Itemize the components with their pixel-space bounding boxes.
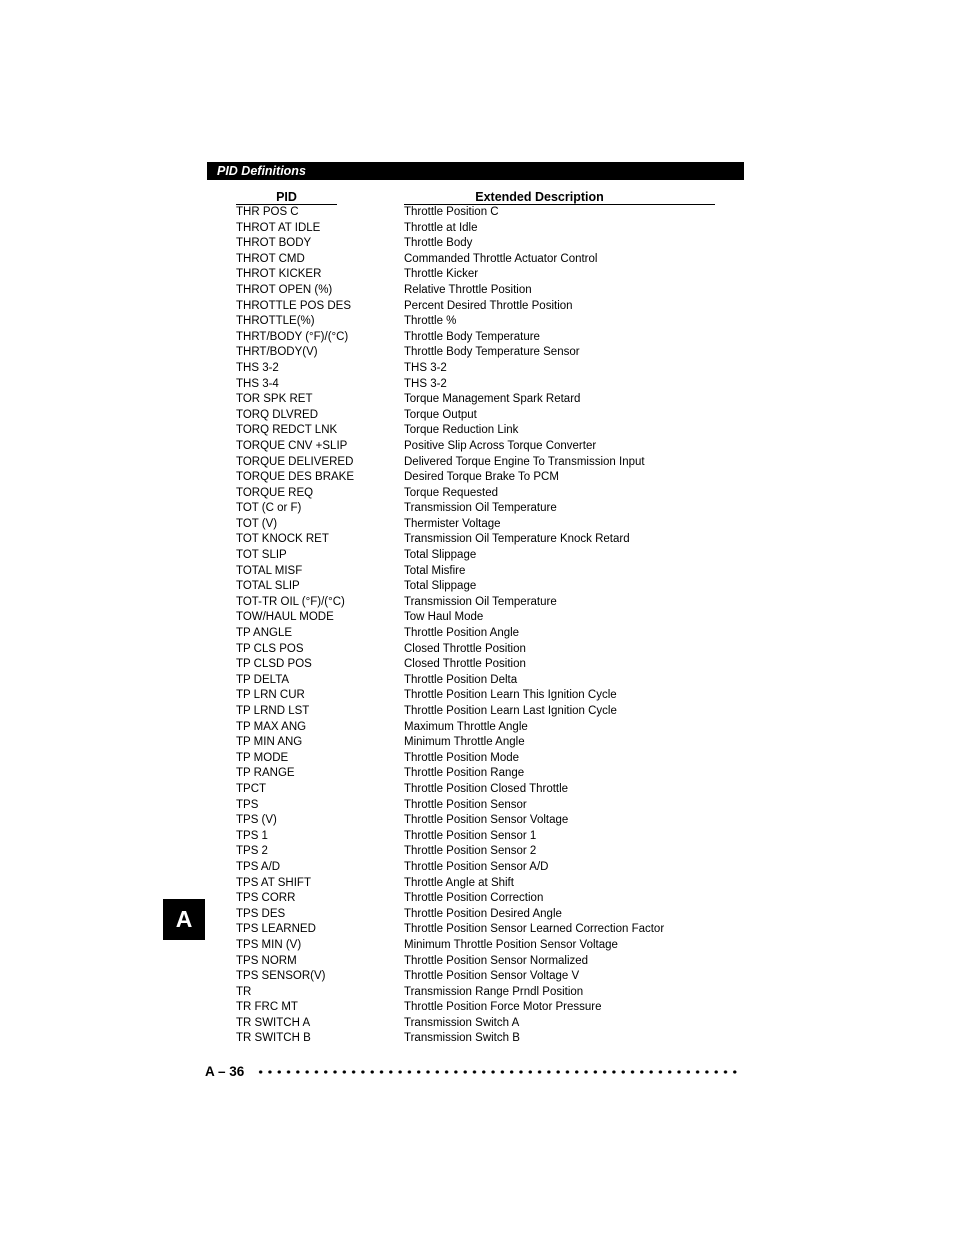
description-cell: Throttle Position Sensor Voltage — [404, 814, 569, 827]
description-cell: Throttle Body — [404, 237, 473, 250]
pid-cell: THRT/BODY (°F)/(°C) — [236, 330, 349, 343]
table-row — [236, 688, 716, 704]
pid-cell: THROTTLE POS DES — [236, 299, 352, 312]
description-cell: Throttle Position Sensor 1 — [404, 829, 537, 842]
pid-cell: TPS NORM — [236, 954, 297, 967]
pid-cell: TPS SENSOR(V) — [236, 970, 326, 983]
description-cell: Throttle Position Delta — [404, 673, 518, 686]
description-cell: Commanded Throttle Actuator Control — [404, 252, 598, 265]
pid-cell: TPS CORR — [236, 892, 296, 905]
description-cell: Torque Requested — [404, 486, 498, 499]
pid-cell: TORQUE REQ — [236, 486, 314, 499]
description-cell: Total Misfire — [404, 564, 466, 577]
table-row — [236, 408, 716, 424]
pid-cell: TOR SPK RET — [236, 393, 313, 406]
pid-cell: TOT (V) — [236, 517, 278, 530]
table-row — [236, 876, 716, 892]
pid-cell: TP CLSD POS — [236, 658, 312, 671]
table-row — [236, 486, 716, 502]
table-row — [236, 314, 716, 330]
pid-cell: TOT (C or F) — [236, 502, 302, 515]
description-cell: Throttle Position Angle — [404, 627, 520, 640]
description-cell: Throttle Position Learn Last Ignition Cycle — [404, 705, 617, 717]
pid-column-label: PID — [276, 190, 297, 204]
pid-cell: TP MODE — [236, 751, 289, 764]
description-cell: Throttle Position Closed Throttle — [404, 782, 569, 795]
description-cell: Throttle Position Sensor Normalized — [404, 954, 589, 967]
pid-cell: TPS DES — [236, 907, 286, 920]
description-cell: THS 3-2 — [404, 377, 447, 390]
table-row — [236, 564, 716, 580]
table-row — [236, 891, 716, 907]
description-cell: Transmission Oil Temperature Knock Retard — [404, 533, 630, 546]
description-cell: Throttle Kicker — [404, 268, 479, 281]
pid-cell: TR SWITCH A — [236, 1016, 311, 1029]
description-cell: Throttle Position Correction — [404, 892, 544, 905]
description-cell: Transmission Oil Temperature — [404, 502, 557, 515]
table-row — [236, 798, 716, 814]
pid-column-header — [236, 190, 337, 205]
description-cell: Tow Haul Mode — [404, 611, 484, 624]
table-row — [236, 283, 716, 299]
table-row — [236, 704, 716, 720]
table-row — [236, 330, 716, 346]
description-cell: Thermister Voltage — [404, 517, 501, 530]
table-row — [236, 439, 716, 455]
description-cell: Throttle % — [404, 315, 457, 328]
pid-cell: TPS LEARNED — [236, 923, 316, 936]
table-row — [236, 938, 716, 954]
description-cell: Throttle Angle at Shift — [404, 876, 514, 889]
table-row — [236, 236, 716, 252]
description-cell: Transmission Range Prndl Position — [404, 985, 584, 998]
pid-cell: TR SWITCH B — [236, 1032, 311, 1045]
pid-cell: THROT KICKER — [236, 268, 322, 281]
description-column-label: Extended Description — [475, 190, 604, 204]
table-row — [236, 299, 716, 315]
table-row — [236, 922, 716, 938]
table-row — [236, 985, 716, 1001]
description-cell: Torque Management Spark Retard — [404, 393, 581, 406]
pid-cell: THROT CMD — [236, 252, 305, 265]
pid-cell: TP DELTA — [236, 673, 290, 686]
pid-cell: THS 3-2 — [236, 361, 279, 374]
appendix-tab — [163, 899, 205, 940]
table-row — [236, 423, 716, 439]
section-title: PID Definitions — [217, 164, 306, 178]
table-row — [236, 548, 716, 564]
pid-cell: TPS A/D — [236, 860, 281, 873]
description-cell: Throttle Body Temperature — [404, 330, 540, 343]
table-row — [236, 595, 716, 611]
pid-cell: TP LRN CUR — [236, 689, 305, 702]
pid-cell: TORQUE DES BRAKE — [236, 471, 355, 484]
page-number: A – 36 — [205, 1064, 245, 1079]
pid-definitions-table — [236, 205, 716, 1047]
table-row — [236, 829, 716, 845]
pid-cell: TORQ REDCT LNK — [236, 424, 338, 437]
description-cell: Throttle Position Desired Angle — [404, 907, 562, 920]
table-row — [236, 1031, 716, 1047]
table-row — [236, 267, 716, 283]
description-cell: Minimum Throttle Angle — [404, 736, 525, 749]
description-cell: Throttle Position Mode — [404, 751, 520, 764]
pid-cell: TOT SLIP — [236, 549, 287, 562]
table-row — [236, 860, 716, 876]
description-cell: Positive Slip Across Torque Converter — [404, 439, 597, 452]
description-cell: Total Slippage — [404, 580, 477, 593]
pid-cell: THS 3-4 — [236, 377, 279, 390]
description-cell: Transmission Oil Temperature — [404, 595, 557, 608]
pid-cell: TP LRND LST — [236, 705, 310, 717]
pid-cell: TPCT — [236, 782, 267, 795]
description-cell: Throttle Position Learn This Ignition Cycle — [404, 689, 617, 702]
description-cell: Throttle Position Sensor Learned Correction Factor — [404, 923, 665, 936]
pid-cell: THROT BODY — [236, 237, 312, 250]
description-cell: Throttle Position Force Motor Pressure — [404, 1001, 602, 1014]
description-cell: Throttle Position Range — [404, 767, 525, 780]
description-cell: Throttle Body Temperature Sensor — [404, 346, 580, 359]
pid-cell: TPS 1 — [236, 829, 268, 842]
description-cell: Torque Output — [404, 408, 477, 421]
description-cell: THS 3-2 — [404, 361, 447, 374]
table-row — [236, 657, 716, 673]
table-row — [236, 517, 716, 533]
table-row — [236, 642, 716, 658]
pid-cell: TPS (V) — [236, 814, 277, 827]
pid-cell: TPS MIN (V) — [236, 938, 302, 951]
table-row — [236, 673, 716, 689]
pid-cell: TOT-TR OIL (°F)/(°C) — [236, 595, 345, 608]
description-cell: Maximum Throttle Angle — [404, 720, 528, 733]
description-cell: Throttle Position Sensor A/D — [404, 860, 549, 873]
description-cell: Minimum Throttle Position Sensor Voltage — [404, 938, 618, 951]
appendix-tab-letter: A — [175, 906, 193, 932]
pid-cell: TOW/HAUL MODE — [236, 611, 334, 624]
pid-cell: TORQUE DELIVERED — [236, 455, 354, 468]
table-row — [236, 626, 716, 642]
table-row — [236, 252, 716, 268]
table-row — [236, 532, 716, 548]
pid-cell: TPS — [236, 798, 259, 811]
table-row — [236, 844, 716, 860]
pid-cell: TP RANGE — [236, 767, 295, 780]
table-row — [236, 1016, 716, 1032]
description-cell: Throttle at Idle — [404, 221, 478, 234]
description-cell: Throttle Position Sensor 2 — [404, 845, 537, 858]
table-row — [236, 954, 716, 970]
description-cell: Throttle Position Sensor — [404, 798, 527, 811]
pid-cell: THROT OPEN (%) — [236, 283, 333, 296]
table-row — [236, 720, 716, 736]
section-header-bar — [207, 162, 744, 180]
description-cell: Percent Desired Throttle Position — [404, 299, 573, 312]
pid-cell: TORQ DLVRED — [236, 408, 319, 421]
pid-cell: TPS 2 — [236, 845, 268, 858]
table-row — [236, 907, 716, 923]
table-row — [236, 766, 716, 782]
pid-cell: TOTAL SLIP — [236, 580, 300, 593]
table-row — [236, 969, 716, 985]
table-row — [236, 1000, 716, 1016]
table-row — [236, 782, 716, 798]
table-row — [236, 501, 716, 517]
description-column-header — [404, 190, 715, 205]
table-row — [236, 361, 716, 377]
description-cell: Closed Throttle Position — [404, 642, 526, 655]
pid-cell: THRT/BODY(V) — [236, 346, 318, 359]
description-cell: Delivered Torque Engine To Transmission Input — [404, 455, 645, 468]
pid-cell: TR FRC MT — [236, 1001, 298, 1014]
table-row — [236, 470, 716, 486]
pid-cell: TOTAL MISF — [236, 564, 303, 577]
pid-cell: TPS AT SHIFT — [236, 876, 311, 889]
table-row — [236, 579, 716, 595]
table-row — [236, 751, 716, 767]
table-row — [236, 813, 716, 829]
description-cell: Relative Throttle Position — [404, 283, 532, 296]
pid-cell: TORQUE CNV +SLIP — [236, 439, 348, 452]
description-cell: Total Slippage — [404, 549, 477, 562]
description-cell: Throttle Position Sensor Voltage V — [404, 970, 580, 983]
description-cell: Desired Torque Brake To PCM — [404, 471, 559, 484]
pid-cell: TP MAX ANG — [236, 720, 307, 733]
description-cell: Transmission Switch A — [404, 1016, 520, 1029]
description-cell: Closed Throttle Position — [404, 658, 526, 671]
table-row — [236, 345, 716, 361]
description-cell: Throttle Position C — [404, 206, 499, 218]
table-row — [236, 610, 716, 626]
description-cell: Transmission Switch B — [404, 1032, 520, 1045]
dot-leader — [256, 1070, 740, 1074]
table-row — [236, 377, 716, 393]
description-cell: Torque Reduction Link — [404, 424, 519, 437]
pid-cell: THROTTLE(%) — [236, 315, 315, 328]
table-row — [236, 205, 716, 221]
pid-cell: TP ANGLE — [236, 627, 293, 640]
table-row — [236, 735, 716, 751]
pid-cell: THROT AT IDLE — [236, 221, 321, 234]
pid-cell: THR POS C — [236, 206, 299, 218]
table-row — [236, 392, 716, 408]
pid-cell: TR — [236, 985, 252, 998]
table-row — [236, 221, 716, 237]
pid-cell: TOT KNOCK RET — [236, 533, 329, 546]
pid-cell: TP CLS POS — [236, 642, 304, 655]
pid-cell: TP MIN ANG — [236, 736, 303, 749]
table-row — [236, 455, 716, 471]
